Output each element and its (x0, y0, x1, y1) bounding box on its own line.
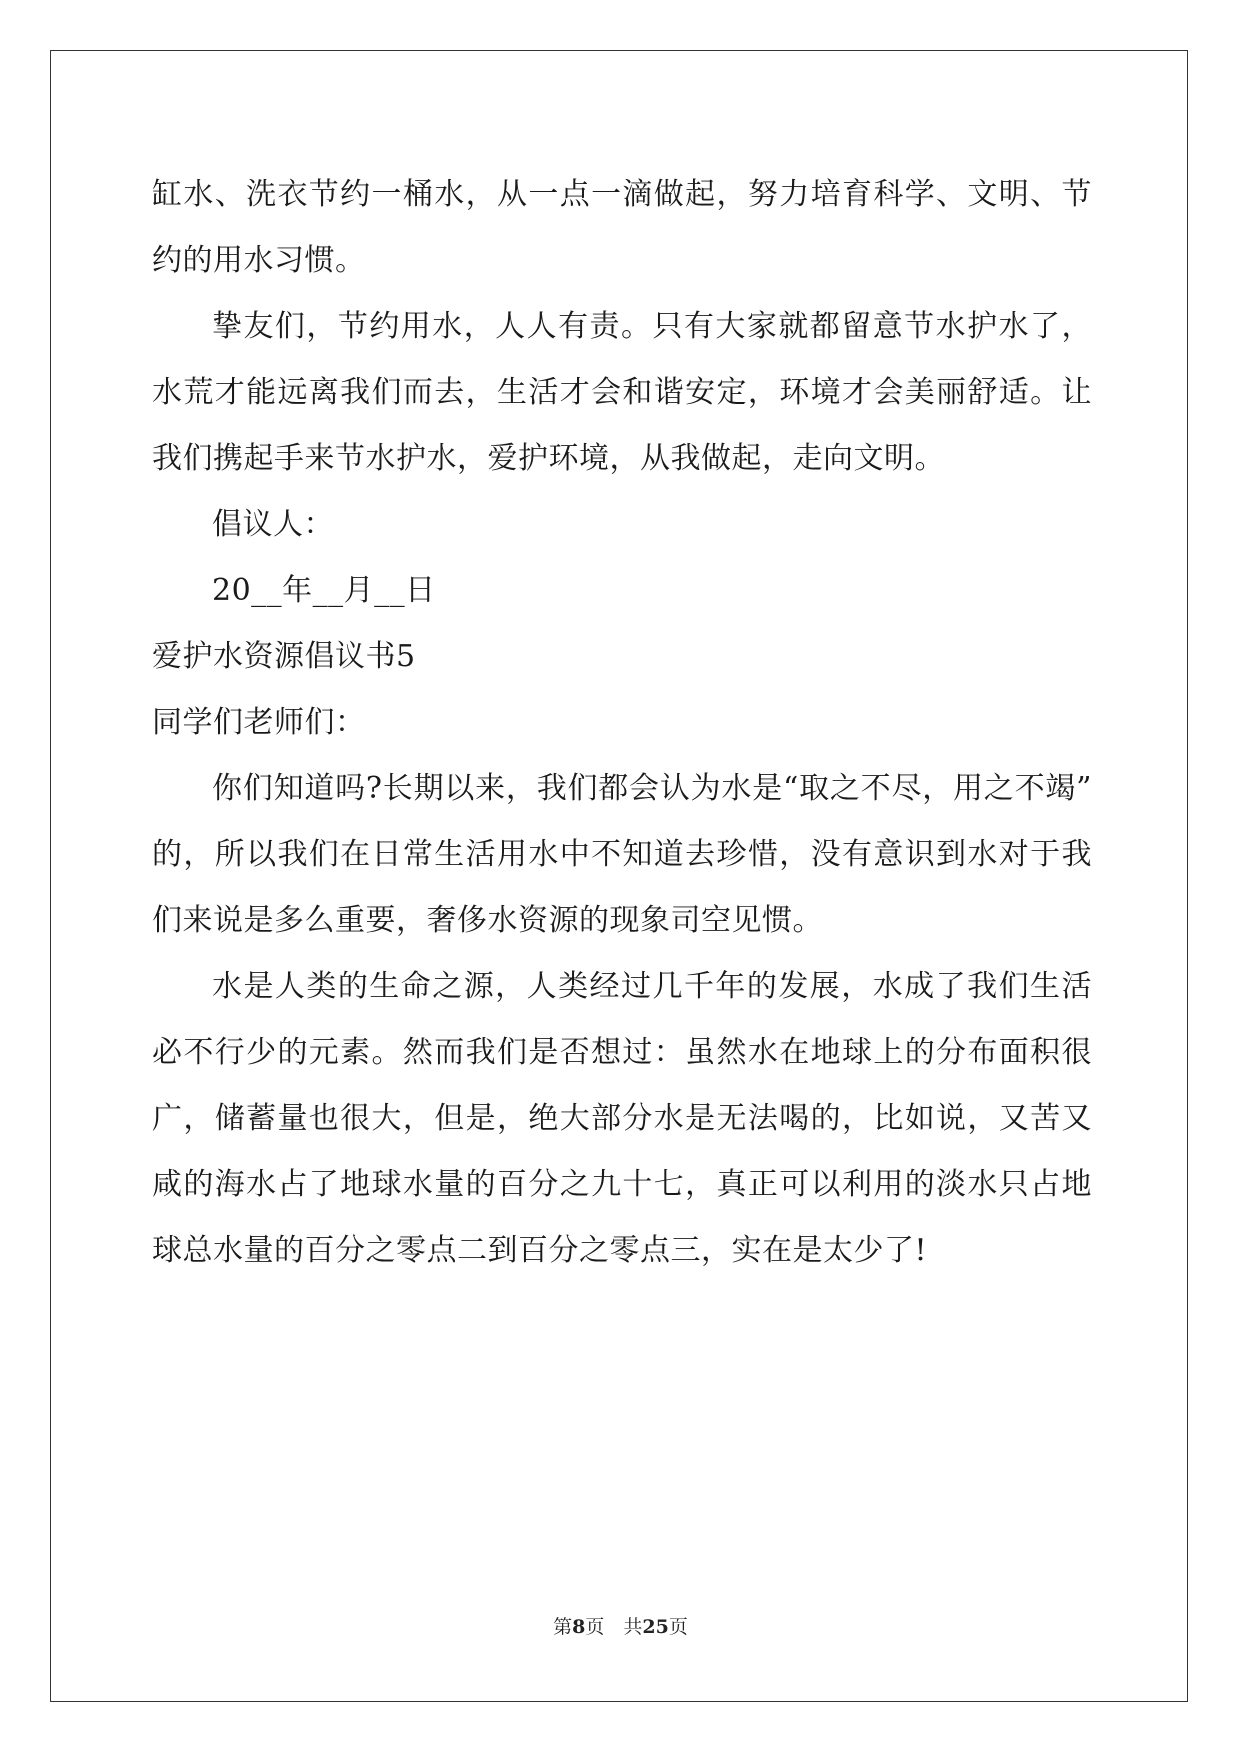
page-number: 8 (572, 1616, 586, 1638)
section-title: 爱护水资源倡议书5 (152, 639, 416, 674)
text-line: 水是人类的生命之源，人类经过几千年的发展，水成了我们生活 (212, 969, 1092, 1004)
footer-suffix: 页 (668, 1616, 688, 1638)
text-line: 缸水、洗衣节约一桶水，从一点一滴做起，努力培育科学、文明、节 (152, 177, 1092, 212)
text-line: 水荒才能远离我们而去，生活才会和谐安定，环境才会美丽舒适。让 (152, 375, 1092, 410)
total-pages: 25 (642, 1616, 669, 1638)
signatory-label: 倡议人： (212, 507, 334, 542)
footer-prefix: 第 (553, 1616, 573, 1638)
page-footer (0, 1612, 1241, 1639)
text-line: 广，储蓄量也很大，但是，绝大部分水是无法喝的，比如说，又苦又 (152, 1101, 1092, 1136)
text-line: 的，所以我们在日常生活用水中不知道去珍惜，没有意识到水对于我 (152, 837, 1092, 872)
text-line: 我们携起手来节水护水，爱护环境，从我做起，走向文明。 (152, 441, 945, 476)
text-line: 必不行少的元素。然而我们是否想过：虽然水在地球上的分布面积很 (152, 1035, 1092, 1070)
text-line: 挚友们，节约用水，人人有责。只有大家就都留意节水护水了， (212, 309, 1092, 344)
footer-middle: 页 共 (585, 1616, 643, 1638)
text-line: 们来说是多么重要，奢侈水资源的现象司空见惯。 (152, 903, 823, 938)
date-line: 20__年__月__日 (212, 573, 436, 608)
text-line: 你们知道吗?长期以来，我们都会认为水是“取之不尽，用之不竭” (212, 771, 1092, 806)
salutation: 同学们老师们： (152, 705, 366, 740)
document-body (152, 162, 1092, 1284)
text-line: 约的用水习惯。 (152, 243, 366, 278)
text-line: 咸的海水占了地球水量的百分之九十七，真正可以利用的淡水只占地 (152, 1167, 1092, 1202)
text-line: 球总水量的百分之零点二到百分之零点三，实在是太少了! (152, 1233, 928, 1268)
